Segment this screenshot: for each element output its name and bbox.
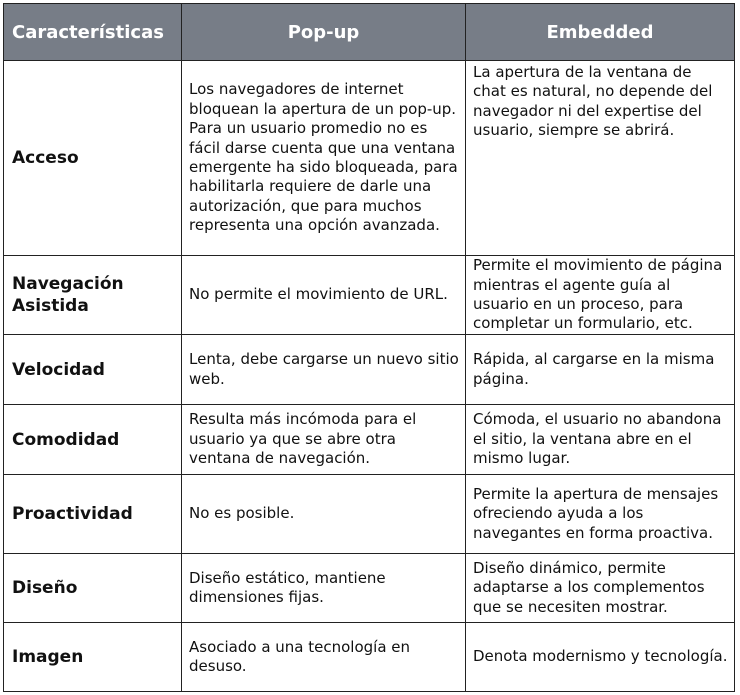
popup-cell: Asociado a una tecnología en desuso. [182,623,466,692]
comparison-table [3,3,735,692]
embedded-cell: La apertura de la ventana de chat es natural, no depende del navegador ni del expertise del usuario, siempre se abrirá. [466,61,735,256]
popup-cell: Diseño estático, mantiene dimensiones fijas. [182,554,466,623]
row-label: Proactividad [4,475,182,554]
table-row [4,335,735,405]
popup-cell: No es posible. [182,475,466,554]
table-row [4,475,735,554]
table-row [4,61,735,256]
embedded-cell: Diseño dinámico, permite adaptarse a los complementos que se necesiten mostrar. [466,554,735,623]
embedded-cell: Denota modernismo y tecnología. [466,623,735,692]
header-caracteristicas: Características [4,4,182,61]
embedded-cell: Permite el movimiento de página mientras el agente guía al usuario en un proceso, para completar un formulario, etc. [466,256,735,335]
header-embedded: Embedded [466,4,735,61]
header-row [4,4,735,61]
popup-cell: Los navegadores de internet bloquean la apertura de un pop-up. Para un usuario promedio no es fácil darse cuenta que una ventana emergente ha sido bloqueada, para habilitarla requiere de darle una autorización, que para muchos representa una opción avanzada. [182,61,466,256]
row-label: Navegación Asistida [4,256,182,335]
popup-cell: Lenta, debe cargarse un nuevo sitio web. [182,335,466,405]
row-label: Comodidad [4,405,182,475]
table-row [4,405,735,475]
popup-cell: No permite el movimiento de URL. [182,256,466,335]
row-label: Velocidad [4,335,182,405]
table-row [4,623,735,692]
popup-cell: Resulta más incómoda para el usuario ya que se abre otra ventana de navegación. [182,405,466,475]
embedded-cell: Rápida, al cargarse en la misma página. [466,335,735,405]
row-label: Acceso [4,61,182,256]
embedded-cell: Permite la apertura de mensajes ofreciendo ayuda a los navegantes en forma proactiva. [466,475,735,554]
row-label: Imagen [4,623,182,692]
embedded-cell: Cómoda, el usuario no abandona el sitio, la ventana abre en el mismo lugar. [466,405,735,475]
table-row [4,554,735,623]
row-label: Diseño [4,554,182,623]
header-popup: Pop-up [182,4,466,61]
table-row [4,256,735,335]
